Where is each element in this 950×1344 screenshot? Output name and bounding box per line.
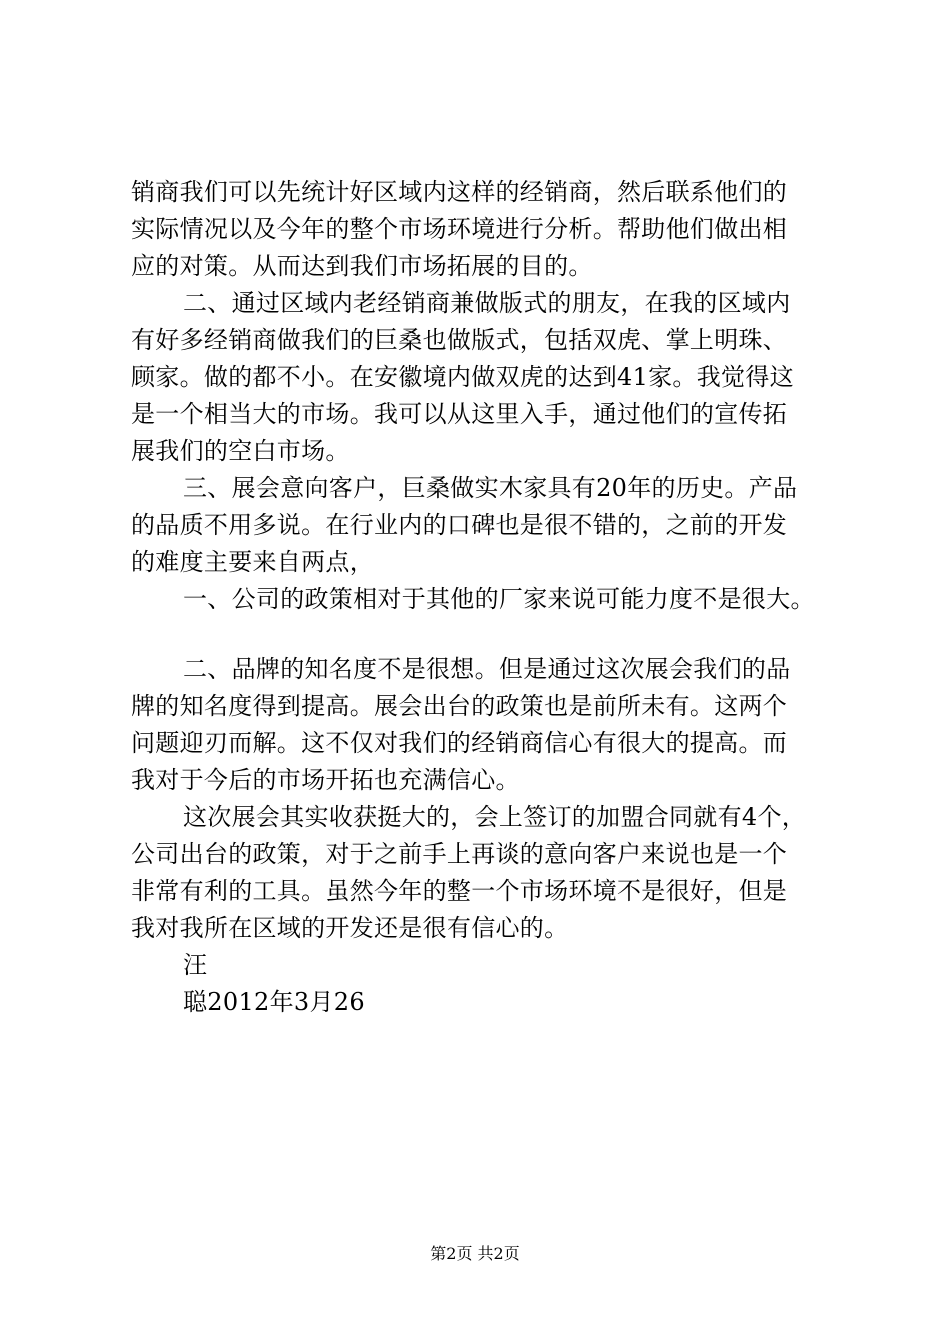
text-line: 有好多经销商做我们的巨桑也做版式，包括双虎、掌上明珠、 — [131, 326, 788, 354]
paragraph-start-line: 二、品牌的知名度不是很想。但是通过这次展会我们的品 — [183, 655, 791, 683]
text-line: 我对于今后的市场开拓也充满信心。 — [131, 766, 520, 794]
text-line: 问题迎刃而解。这不仅对我们的经销商信心有很大的提高。而 — [131, 729, 788, 757]
text-line: 的难度主要来自两点， — [131, 548, 374, 576]
text-line: 展我们的空白市场。 — [131, 437, 350, 465]
paragraph-start-line: 一、公司的政策相对于其他的厂家来说可能力度不是很大。 — [183, 585, 815, 613]
text-line: 实际情况以及今年的整个市场环境进行分析。帮助他们做出相 — [131, 215, 788, 243]
paragraph-start-line: 二、通过区域内老经销商兼做版式的朋友，在我的区域内 — [183, 289, 791, 317]
document-body — [131, 174, 841, 1021]
signature-surname: 汪 — [183, 951, 208, 979]
paragraph-start-line: 这次展会其实收获挺大的，会上签订的加盟合同就有4个， — [183, 803, 807, 831]
text-line: 我对我所在区域的开发还是很有信心的。 — [131, 914, 569, 942]
text-line: 的品质不用多说。在行业内的口碑也是很不错的，之前的开发 — [131, 511, 788, 539]
text-line: 顾家。做的都不小。在安徽境内做双虎的达到41家。我觉得这 — [131, 363, 794, 391]
text-line: 销商我们可以先统计好区域内这样的经销商，然后联系他们的 — [131, 178, 788, 206]
text-line: 应的对策。从而达到我们市场拓展的目的。 — [131, 252, 593, 280]
text-line: 公司出台的政策，对于之前手上再谈的意向客户来说也是一个 — [131, 840, 788, 868]
signature-name-date: 聪2012年3月26 — [183, 988, 365, 1016]
paragraph-gap — [131, 618, 841, 651]
text-line: 非常有利的工具。虽然今年的整一个市场环境不是很好，但是 — [131, 877, 788, 905]
text-line: 是一个相当大的市场。我可以从这里入手，通过他们的宣传拓 — [131, 400, 788, 428]
paragraph-start-line: 三、展会意向客户，巨桑做实木家具有20年的历史。产品 — [183, 474, 798, 502]
page-number-footer: 第2页 共2页 — [430, 1244, 520, 1263]
text-line: 牌的知名度得到提高。展会出台的政策也是前所未有。这两个 — [131, 692, 788, 720]
